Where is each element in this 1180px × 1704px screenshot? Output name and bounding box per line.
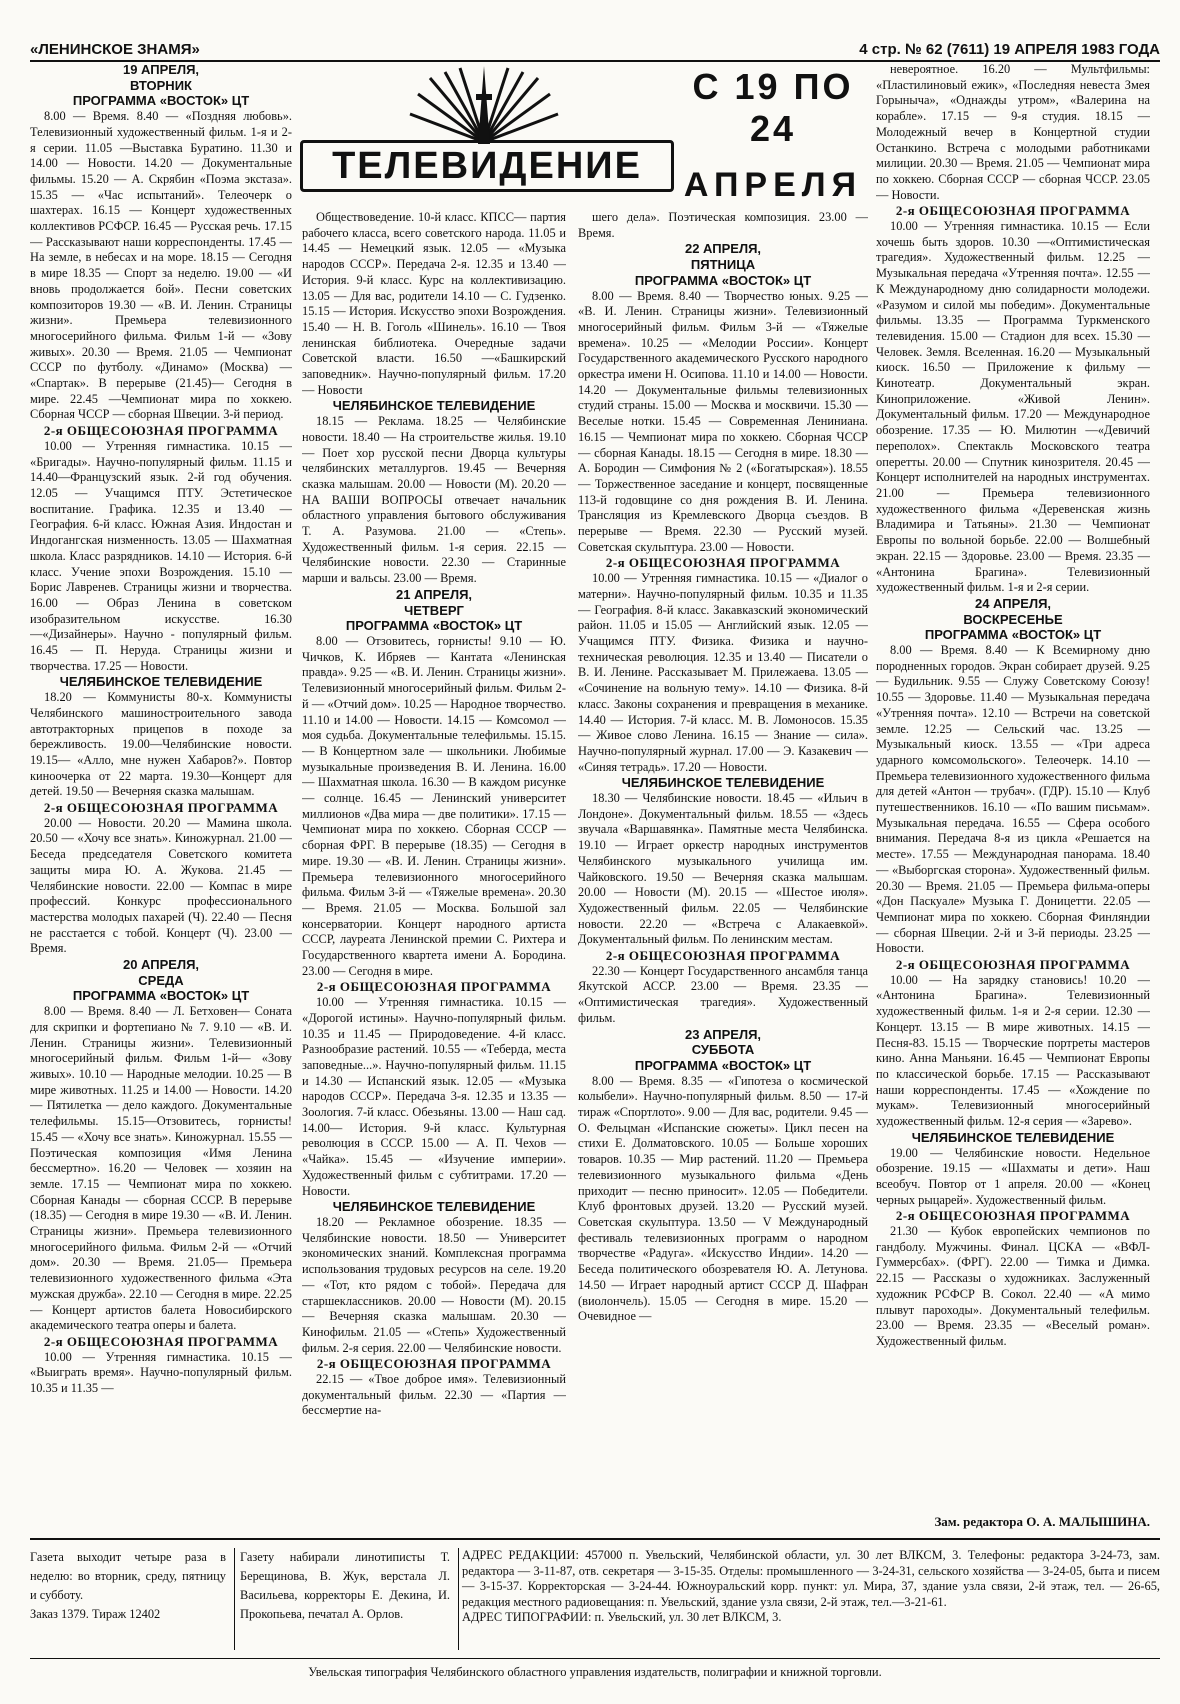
section-heading: ЧЕЛЯБИНСКОЕ ТЕЛЕВИДЕНИЕ (332, 1199, 536, 1215)
program-listing: 10.00 — Утренняя гимнастика. 10.15 — «Диалог о матерни». Научно-популярный фильм. 10.35 и 11.35 — География. 8-й класс. Закавказский экономический район. 11.05 и 15.05 — Английский язык. 12.05 — Учащимся ПТУ. Физика. Физика и научно-техническая революция. 12.35 и 13.40 — Писатели о В. И. Ленине. Рассказывает М. Прилежаева. 13.05 — «Сочинение на вольную тему». 14.10 — Физика. 8-й класс. Законы сохранения и превращения в механике. 14.40 — История. 7-й класс. М. В. Ломоносов. 15.35 — Живое слово Ленина. 16.15 — Знание — сила». Научно-популярный журнал. 17.00 — Э. Казакевич — «Синяя тетрадь». 17.20 — Новости. (578, 571, 868, 774)
section-heading: ВОСКРЕСЕНЬЕ (963, 611, 1063, 627)
section-heading: ПРОГРАММА «ВОСТОК» ЦТ (634, 272, 812, 288)
section-heading: ЧЕЛЯБИНСКОЕ ТЕЛЕВИДЕНИЕ (621, 775, 825, 791)
program-listing: 8.00 — Время. 8.40 — «Поздняя любовь». Телевизионный художественный фильм. 1-я и 2-я серии. 11.05 —Выставка Буратино. 11.30 и 14.00 — Новости. 14.20 — Документальные фильмы. 15.20 — А. Скрябин «Поэма экстаза». 15.35 — «Час испытаний». Телеочерк о шахтерах. 16.15 — Концерт художественных коллективов РСФСР. 16.45 — Русская речь. 17.15 — Рассказывают наши корреспонденты. 17.45 —На земле, в небесах и на море. 18.15 — Сегодня в мире 18.35 — Спорт за неделю. 19.00 — «И вновь продолжается бой». Песни советских композиторов 19.30 — «В. И. Ленин. Страницы жизни». Премьера телевизионного многосерийного фильма. Фильм 1-й — «Зову живых». 20.30 — Время. 21.05 — Чемпионат СССР по футболу. «Динамо» (Москва) — «Спартак». В перерыве (21.45)— Сегодня в мире. 22.45 —Чемпионат мира по хоккею. Сборная ЧССР — сборная Швеции. 3-й период. (30, 109, 292, 422)
section-heading: ПЯТНИЦА (690, 257, 756, 273)
tv-tower-sunburst-icon (300, 64, 668, 148)
column-2 (302, 210, 566, 1530)
program-listing: 8.00 — Время. 8.40 — К Всемирному дню породненных городов. Экран собирает друзей. 9.25 — Будильник. 9.55 — Служу Советскому Союзу! 10.55 — Здоровье. 11.40 — Музыкальная передача «Утренняя почта». 12.10 — Встречи на советской земле. 12.25 — Сельский час. 13.25 — Музыкальный киоск. 13.55 — «Три адреса ударного комсомольского». Телеочерк. 14.10 — Премьера телевизионного художественного фильма для детей «Антон — трубач». (ГДР). 15.10 — Клуб путешественников. 16.10 — «По вашим письмам». Музыкальная передача. 16.55 — Сфера особого внимания. Передача 8-я из цикла «Решается на месте». 17.55 — Международная панорама. 18.40 — «Выборгская сторона». Художественный фильм. 20.30 — Время. 21.05 — Премьера фильма-оперы «Дон Паскуале» Музыка Г. Доницетти. 22.05 — Чемпионат мира по хоккею. Сборная Финляндии — сборная Швеции. 2-й и 3-й периоды. 23.25 — Новости. (876, 643, 1150, 956)
editor-signature: Зам. редактора О. А. МАЛЫШИНА. (934, 1514, 1150, 1529)
program-listing: 10.00 — Утренняя гимнастика. 10.15 — «Бригады». Научно-популярный фильм. 11.15 и 14.40—Французский язык. 2-й год обучения. 12.05 — Учащимся ПТУ. Эстетическое воспитание. Графика. 12.35 и 13.40 — География. 6-й класс. Южная Азия. Индостан и Индогангская низменность. 13.05 — Шахматная школа. Класс разрядников. 14.10 — История. 6-й класс. Учение эпохи Возрождения. 15.10 — Борис Лавренев. Страницы жизни и творчества. 16.00 — Образ Ленина в советском изобразительном искусстве. 16.30—«Дизайнеры». Научно - популярный фильм. 16.45 — П. Неруда. Страницы жизни и творчества. 17.25 — Новости. (30, 438, 292, 673)
section-heading: 2-я ОБЩЕСОЮЗНАЯ ПРОГРАММА (895, 957, 1131, 973)
program-listing: 18.20 — Коммунисты 80-х. Коммунисты Челябинского машиностроительного завода автотракторных прицепов в походе за бережливость. 19.00—Челябинские новости. 19.15— «Алло, мне нужен Хабаров?». Повтор киноочерка от 22 марта. 19.30—Концерт для детей. 19.50 — Вечерняя сказка малышам. (30, 690, 292, 799)
column-3 (578, 210, 868, 1530)
printing-house-address: АДРЕС ТИПОГРАФИИ: п. Увельский, ул. 30 лет ВЛКСМ, 3. (462, 1610, 782, 1624)
section-heading: 2-я ОБЩЕСОЮЗНАЯ ПРОГРАММА (605, 555, 841, 571)
section-heading: ПРОГРАММА «ВОСТОК» ЦТ (72, 988, 250, 1004)
program-listing: 18.15 — Реклама. 18.25 — Челябинские новости. 18.40 — На строительстве жилья. 19.10 — Поет хор русской песни Дворца культуры челябинских металлургов. 19.45 — Вечерняя сказка малышам. 20.00 — Новости (М). 20.20 — НА ВАШИ ВОПРОСЫ отвечает начальник областного управления бытового обслуживания Т. А. Разумова. 21.00 — «Степь». Художественный фильм. 1-я серия. 22.15 — Челябинские новости. 22.30 — Старинные марши и вальсы. 23.00 — Время. (302, 414, 566, 586)
section-heading: ПРОГРАММА «ВОСТОК» ЦТ (345, 618, 523, 634)
section-heading: ПРОГРАММА «ВОСТОК» ЦТ (634, 1057, 812, 1073)
section-heading: 24 АПРЕЛЯ, (974, 595, 1052, 611)
section-heading: ЧЕЛЯБИНСКОЕ ТЕЛЕВИДЕНИЕ (59, 674, 263, 690)
column-1 (30, 62, 292, 1482)
publication-schedule (30, 1548, 235, 1650)
program-listing: 22.15 — «Твое доброе имя». Телевизионный документальный фильм. 22.30 — «Партия — бессмертие на- (302, 1372, 566, 1418)
section-heading: 22 АПРЕЛЯ, (684, 241, 762, 257)
masthead (30, 34, 1160, 62)
program-listing: 20.00 — Новости. 20.20 — Мамина школа. 20.50 — «Хочу все знать». Киножурнал. 21.00 — Беседа председателя Советского комитета защиты мира Ю. А. Жукова. 21.45 — Челябинские новости. 22.00 — Компас в мире профессий. Конкурс профессионального мастерства молодых пахарей (Ч). 22.40 — Песня не расстается с тобой. Концерт (Ч). 23.00 — Время. (30, 815, 292, 956)
section-heading: ЧЕЛЯБИНСКОЕ ТЕЛЕВИДЕНИЕ (332, 398, 536, 414)
credits-text: Газету набирали линотиписты Т. Берещинова, В. Жук, верстала Л. Васильева, корректоры Е. Декина, И. Прокопьева, печатал А. Орлов. (240, 1550, 450, 1621)
section-heading: СУББОТА (691, 1042, 755, 1058)
printer-line: Увельская типография Челябинского областного управления издательств, полиграфии и книжной торговли. (30, 1658, 1160, 1680)
typesetters-credits (240, 1548, 459, 1650)
issue-info: 4 стр. № 62 (7611) 19 АПРЕЛЯ 1983 ГОДА (859, 41, 1160, 58)
program-listing: шего дела». Поэтическая композиция. 23.00 — Время. (578, 210, 868, 240)
program-listing: 8.00 — Отзовитесь, горнисты! 9.10 — Ю. Чичков, К. Ибряев — Кантата «Ленинская правда». 9.25 — «В. И. Ленин. Страницы жизни». Телевизионный многосерийный фильм. Фильм 2-й — «Отчий дом». 10.25 — Народное творчество. 11.10 и 14.00 — Новости. 14.15 — Комсомол — моя судьба. Документальные телефильмы. 15.15. — В Концертном зале — школьники. Любимые музыкальные произведения В. И. Ленина. 16.00 — Шахматная школа. 16.30 — В каждом рисунке — солнце. 16.45 — Ленинский университет миллионов «Два мира — две политики». 17.15 — Чемпионат мира по хоккею. Сборная СССР — сборная ФРГ. В перерыве (18.35) — Сегодня в мире. 19.30 — «В. И. Ленин. Страницы жизни». Премьера телевизионного многосерийного фильма. Фильм 3-й — «Тяжелые времена». 20.30 — Время. 21.05 — Москва. Большой зал консерватории. Концерт народного артиста СССР, лауреата Ленинской премии С. Рихтера и Государственного квартета имени А. Бородина. 23.00 — Сегодня в мире. (302, 633, 566, 978)
section-heading: 21 АПРЕЛЯ, (395, 586, 473, 602)
section-heading: ЧЕЛЯБИНСКОЕ ТЕЛЕВИДЕНИЕ (911, 1129, 1115, 1145)
column-4 (876, 62, 1150, 1532)
section-heading: 2-я ОБЩЕСОЮЗНАЯ ПРОГРАММА (316, 979, 552, 995)
section-heading: 2-я ОБЩЕСОЮЗНАЯ ПРОГРАММА (895, 1208, 1131, 1224)
section-heading: 23 АПРЕЛЯ, (684, 1026, 762, 1042)
section-heading: 2-я ОБЩЕСОЮЗНАЯ ПРОГРАММА (605, 948, 841, 964)
section-heading: ЧЕТВЕРГ (404, 602, 464, 618)
section-heading: 2-я ОБЩЕСОЮЗНАЯ ПРОГРАММА (895, 203, 1131, 219)
section-heading: ВТОРНИК (130, 77, 192, 93)
schedule-text: Газета выходит четыре раза в неделю: во вторник, среду, пятницу и субботу. (30, 1550, 226, 1602)
tv-banner (300, 64, 866, 204)
program-listing: невероятное. 16.20 — Мультфильмы: «Пластилиновый ежик», «Последняя невеста Змея Горыныча», «Однажды утром», «Валерина на корабле». 17.15 — 9-я студия. 18.15 — Молодежный вечер в Концертной студии Останкино. Встреча с молодыми работниками милиции. 20.30 — Время. 21.05 — Чемпионат мира по хоккею. Сборная СССР — сборная ЧССР. 23.05 — Новости. (876, 62, 1150, 202)
section-heading: СРЕДА (138, 972, 184, 988)
date-range-line1: С 19 ПО 24 (692, 66, 854, 149)
program-listing: 21.30 — Кубок европейских чемпионов по гандболу. Мужчины. Финал. ЦСКА — «ВФЛ-Гуммерсбах». (ФРГ). 22.00 — Тимка и Димка. 22.15 — Рассказы о художниках. Заслуженный художник РСФСР В. Сокол. 22.40 — «А мимо плывут пароходы». Документальный телефильм. 23.00 — Время. 23.35 — «Веселый роман». Художественный фильм. (876, 1224, 1150, 1348)
section-heading: 2-я ОБЩЕСОЮЗНАЯ ПРОГРАММА (43, 1333, 279, 1349)
program-listing: 22.30 — Концерт Государственного ансамбля танца Якутской АССР. 23.00 — Время. 23.35 — «Оптимистическая трагедия». Художественный фильм. (578, 963, 868, 1025)
program-listing: 8.00 — Время. 8.40 — Творчество юных. 9.25 — «В. И. Ленин. Страницы жизни». Телевизионный многосерийный фильм. Фильм 3-й — «Тяжелые времена». 10.25 — «Мелодии России». Концерт Государственного академического Русского народного оркестра имени Н. Осипова. 11.10 и 14.00 — Новости. 14.20 — Документальные фильмы телевизионных студий страны. 15.00 — Москва и москвичи. 15.30 — Веселые нотки. 15.45 — Современная Лениниана. 16.15 — Чемпионат мира по хоккею. Сборная ЧССР — сборная Канады. 18.15 — Сегодня в мире. 18.30 — А. Бородин — Симфония № 2 («Богатырская»). 18.55 — Торжественное заседание и концерт, посвященные 113-й годовщине со дня рождения В. И. Ленина. Трансляция из Кремлевского Дворца съездов. В перерыве — Время. 22.30 — Русский музей. Советская скульптура. 23.00 — Новости. (578, 288, 868, 554)
section-heading: 19 АПРЕЛЯ, (122, 62, 200, 77)
footer-imprint (30, 1538, 1160, 1680)
section-heading: 2-я ОБЩЕСОЮЗНАЯ ПРОГРАММА (43, 423, 279, 439)
tv-logo (300, 64, 668, 192)
program-listing: 8.00 — Время. 8.35 — «Гипотеза о космической колыбели». Научно-популярный фильм. 8.50 — 17-й тираж «Спортлото». 9.00 — Для вас, родители. 9.45 — О. Фельцман «Испанские сюжеты». Цикл песен на стихи Е. Долматовского. 10.05 — Больше хороших товаров. 10.35 — Мир растений. 11.20 — Премьера телевизионного музыкального фильма «День приходит — песню приносит». 12.05 — Победители. Клуб фронтовых друзей. 13.20 — Русский музей. Советская скульптура. 13.50 — V Международный фестиваль телевизионных программ о народном творчестве «Радуга». «Искусство Индии». 14.20 — Беседа политического обозревателя Ю. А. Летунова. 14.50 — Играет народный артист СССР Д. Шафран (виолончель). 15.05 — Сегодня в мире. 15.20 — Очевидное — (578, 1073, 868, 1324)
program-listing: 18.20 — Рекламное обозрение. 18.35 — Челябинские новости. 18.50 — Университет экономических знаний. Комплексная программа использования трудовых ресурсов на селе. 19.20 — «Тот, кто рядом с тобой». Передача для старшеклассников. 20.00 — Новости (М). 20.15 — Вечерняя сказка малышам. 20.30 — Кинофильм. 21.05 — «Степь» Художественный фильм. 2-я серия. 22.00 — Челябинские новости. (302, 1215, 566, 1355)
program-listing: 10.00 — Утренняя гимнастика. 10.15 — «Дорогой истины». Научно-популярный фильм. 10.35 и 11.45 — Природоведение. 4-й класс. Разнообразие растений. 10.55 — «Теберда, места заповедные...». Научно-популярный фильм. 11.15 и 14.30 — Испанский язык. 12.05 — «Музыка народов СССР». Передача 3-я. 12.35 и 13.35 — Зоология. 7-й класс. Обезьяны. 13.00 — Наш сад. 14.00— История. 9-й класс. Культурная революция в СССР. 15.00 — А. П. Чехов — «Чайка». 15.45 — «Изучение империи». Художественный фильм с субтитрами. 17.20 — Новости. (302, 995, 566, 1198)
section-heading: ПРОГРАММА «ВОСТОК» ЦТ (924, 627, 1102, 643)
section-heading: 20 АПРЕЛЯ, (122, 957, 200, 973)
order-circulation: Заказ 1379. Тираж 12402 (30, 1607, 161, 1621)
tv-heading: ТЕЛЕВИДЕНИЕ (300, 140, 674, 192)
program-listing: 18.30 — Челябинские новости. 18.45 — «Ильич в Лондоне». Документальный фильм. 18.55 — «Здесь звучала «Варшавянка». Памятные места Челябинска. 19.10 — Играет оркестр народных инструментов Челябинского музыкального училища им. Чайковского. 19.50 — Вечерняя сказка малышам. 20.00 — Новости (М). 20.15 — «Шестое июля». Художественный фильм. 22.05 — Челябинские новости. 22.20 — «Встреча с Алакаевкой». Документальный фильм. По ленинским местам. (578, 791, 868, 947)
section-heading: 2-я ОБЩЕСОЮЗНАЯ ПРОГРАММА (43, 800, 279, 816)
newspaper-title: «ЛЕНИНСКОЕ ЗНАМЯ» (30, 41, 200, 58)
date-range-line2: АПРЕЛЯ (683, 166, 863, 204)
program-listing: 10.00 — Утренняя гимнастика. 10.15 — Если хочешь быть здоров. 10.30 —«Оптимистическая трагедия». Художественный фильм. 12.25 — Музыкальная передача «Утренняя почта». 12.55 — К Международному дню солидарности молодежи. «Разумом и силой мы победим». Документальные фильмы. 13.35 — Программа Туркменского телевидения. 15.00 — Стадион для всех. 15.30 — Человек. Земля. Вселенная. 16.20 — Музыкальный киоск. 16.50 — Приложение к фильму — Кинотеатр. Документальный экран. Киноприложение. «Живой Ленин». Документальный фильм. 17.20 — Международное обозрение. 17.35 — Ю. Милютин —«Девичий переполох». Спектакль Московского театра оперетты. 20.00 — Спутник кинозрителя. 20.45 — Концерт исполнителей на народных инструментах. 21.00 — Премьера телевизионного художественного фильма «Деревенская жизнь Владимира и Татьяны». 21.30 — Чемпионат Европы по вольной борьбе. 22.00 — Волшебный экран. 22.15 — Здоровье. 23.00 — Время. 23.35 — «Антонина Брагина». Телевизионный художественный фильм. 1-я и 2-я серии. (876, 219, 1150, 595)
program-listing: 10.00 — Утренняя гимнастика. 10.15 — «Выиграть время». Научно-популярный фильм. 10.35 и 11.35 — (30, 1349, 292, 1396)
date-range (680, 64, 866, 204)
address-text: АДРЕС РЕДАКЦИИ: 457000 п. Увельский, Челябинской области, ул. 30 лет ВЛКСМ, 3. Телефоны: редактора 3-24-73, зам. редактора — 3-11-87, отв. секретаря — 3-15-35. Отделы: промышленного — 3-24-31, сельского хозяйства — 3-24-05, быта и писем — 3-15-37. Корректорская — 3-24-44. Южноуральский корр. пункт: ул. Мира, 37, здание узла связи, 2-й этаж, тел. — 26-65, редакция местного радиовещания: п. Увельский, здание узла связи, 2-й этаж, тел.—3-21-61. (462, 1548, 1160, 1609)
program-listing: 10.00 — На зарядку становись! 10.20 — «Антонина Брагина». Телевизионный художественный фильм. 1-я и 2-я серии. 12.30 — Концерт. 13.15 — В мире животных. 14.15 — Песня-83. 15.15 — Творческие портреты мастеров кино. Анна Маньяни. 16.45 — Чемпионат Европы по классической борьбе. 17.15 — Рассказывают наши корреспонденты. 17.45 — «Хождение по мукам». Телевизионный многосерийный художественный фильм. 12-я серия — «Зарево». (876, 972, 1150, 1129)
section-heading: 2-я ОБЩЕСОЮЗНАЯ ПРОГРАММА (316, 1356, 552, 1372)
editorial-address (462, 1548, 1160, 1626)
program-listing: Обществоведение. 10-й класс. КПСС— партия рабочего класса, всего советского народа. 11.05 и 14.45 — Немецкий язык. 12.05 — «Музыка народов СССР». Передача 2-я. 12.35 и 13.40 — История. 9-й класс. Курс на коллективизацию. 13.05 — Для вас, родители 14.10 — С. Гудзенко. 15.15 — История. Искусство эпохи Возрождения. 15.40 — Н. В. Гоголь «Шинель». 16.10 — Твоя ленинская библиотека. Очередные задачи Советской власти. 16.50 —«Башкирский заповедник». Научно-популярный фильм. 17.20 — Новости (302, 210, 566, 397)
program-listing: 8.00 — Время. 8.40 — Л. Бетховен— Соната для скрипки и фортепиано № 7. 9.10 — «В. И. Ленин. Страницы жизни». Телевизионный многосерийный фильм. Фильм 1-й— «Зову живых». 10.10 — Народные мелодии. 10.25 — В мире животных. 11.25 и 14.00 — Новости. 14.20 — Пятилетка — дело каждого. Документальные телефильмы. 15.15—Отзовитесь, горнисты! 15.45 — «Хочу все знать». Киножурнал. 15.55 — Поэтическая композиция «Имя Ленина бессмертно». 16.20 — Человек — хозяин на земле. 17.15 — Чемпионат мира по хоккею. Сборная Канады — сборная СССР. В перерыве (18.35) — Сегодня в мире 19.30 — «В. И. Ленин. Страницы жизни». Премьера телевизионного многосерийного фильма. Фильм 2-й — «Отчий дом». 20.30 — Время. 21.05— Премьера телевизионного художественного фильма «Эта мужская дружба». 22.10 — Сегодня в мире. 22.25 — Концерт артистов балета Новосибирского академического театра оперы и балета. (30, 1004, 292, 1333)
program-listing: 19.00 — Челябинские новости. Недельное обозрение. 19.15 — «Шахматы и дети». Наш всеобуч. Повтор от 1 апреля. 20.00 — «Конец черных рыцарей». Художественный фильм. (876, 1145, 1150, 1207)
section-heading: ПРОГРАММА «ВОСТОК» ЦТ (72, 93, 250, 109)
